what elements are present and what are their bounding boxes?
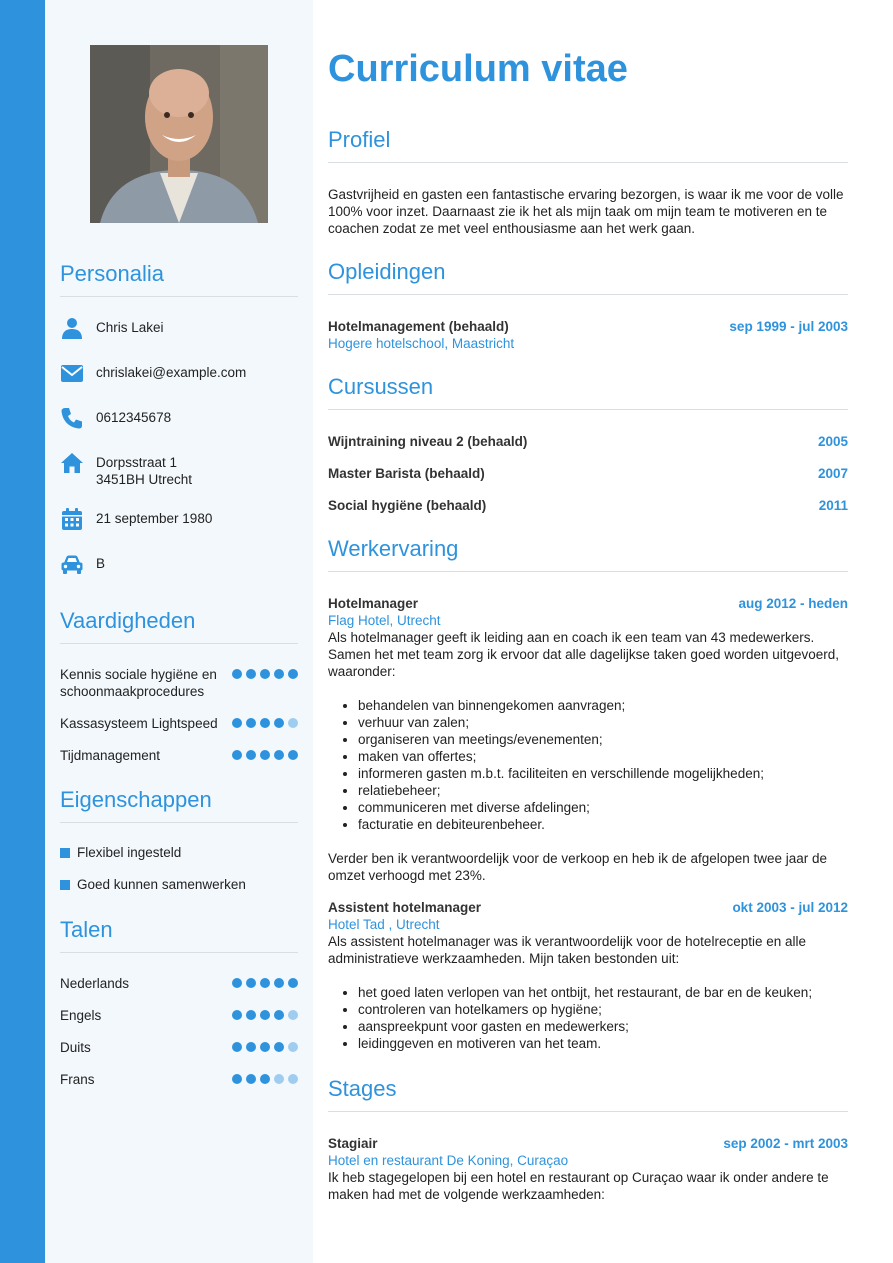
rating-dot-filled (274, 978, 284, 988)
job-date: okt 2003 - jul 2012 (732, 900, 848, 915)
language-label: Frans (60, 1072, 95, 1087)
list-item: • het goed laten verlopen van het ontbijt, het restaurant, de bar en de keuken; (358, 984, 848, 1001)
skill-item (60, 747, 298, 764)
skill-rating (232, 750, 298, 760)
list-item: • verhuur van zalen; (358, 714, 848, 731)
skill-item (60, 715, 298, 732)
calendar-icon (60, 507, 84, 531)
job-company: Flag Hotel, Utrecht (328, 613, 441, 628)
job-title: Hotelmanager (328, 596, 419, 611)
job-entry (328, 899, 848, 1052)
rating-dot-filled (246, 1042, 256, 1052)
education-entry (328, 318, 848, 352)
list-item: • leidinggeven en motiveren van het team. (358, 1035, 848, 1052)
rating-dot-filled (260, 669, 270, 679)
list-item: • organiseren van meetings/evenementen; (358, 731, 848, 748)
phone-text: 0612345678 (96, 410, 172, 425)
job-task-list (328, 697, 848, 833)
list-item: • facturatie en debiteurenbeheer. (358, 816, 848, 833)
rating-dot-filled (260, 718, 270, 728)
trait-label: Goed kunnen samenwerken (77, 877, 246, 892)
rating-dot-filled (260, 1010, 270, 1020)
rating-dot-filled (260, 750, 270, 760)
job-entry (328, 595, 848, 884)
email-text: chrislakei@example.com (96, 365, 247, 380)
rating-dot-filled (288, 669, 298, 679)
rating-dot-empty (274, 1074, 284, 1084)
job-intro: Als hotelmanager geeft ik leiding aan en coach ik een team van 43 medewerkers. Samen het met team zorg ik ervoor dat alle dagelijkse taken goed worden uitgevoerd, waaronder: (328, 630, 840, 679)
traits-list (60, 845, 298, 895)
course-entry (328, 433, 848, 450)
page-title: Curriculum vitae (328, 48, 628, 90)
square-bullet-icon (60, 848, 70, 858)
course-title: Master Barista (behaald) (328, 466, 485, 481)
language-rating (232, 978, 298, 988)
courses-section (328, 374, 848, 514)
rating-dot-filled (232, 1074, 242, 1084)
rating-dot-filled (288, 750, 298, 760)
education-heading: Opleidingen (328, 259, 848, 295)
job-title: Assistent hotelmanager (328, 900, 482, 915)
rating-dot-filled (232, 718, 242, 728)
rating-dot-empty (288, 718, 298, 728)
work-section (328, 536, 848, 1052)
address-line1: Dorpsstraat 1 (96, 455, 178, 470)
language-rating (232, 1074, 298, 1084)
rating-dot-filled (260, 978, 270, 988)
personalia-heading: Personalia (60, 261, 298, 297)
list-item: • maken van offertes; (358, 748, 848, 765)
sidebar (45, 0, 313, 1263)
traits-heading: Eigenschappen (60, 787, 298, 823)
language-item (60, 1007, 298, 1024)
square-bullet-icon (60, 880, 70, 890)
internship-title: Stagiair (328, 1136, 378, 1151)
list-item: • controleren van hotelkamers op hygiëne; (358, 1001, 848, 1018)
rating-dot-empty (288, 1010, 298, 1020)
accent-stripe (0, 0, 45, 1263)
education-school: Hogere hotelschool, Maastricht (328, 336, 515, 351)
internships-section (328, 1076, 848, 1203)
job-intro: Als assistent hotelmanager was ik verantwoordelijk voor de hotelreceptie en alle administratieve werkzaamheden. Mijn taken bestonden uit: (328, 934, 807, 966)
rating-dot-filled (232, 1010, 242, 1020)
rating-dot-filled (274, 1010, 284, 1020)
list-item: • communiceren met diverse afdelingen; (358, 799, 848, 816)
skills-heading: Vaardigheden (60, 608, 298, 644)
course-entry (328, 497, 848, 514)
rating-dot-filled (232, 1042, 242, 1052)
rating-dot-filled (260, 1074, 270, 1084)
work-heading: Werkervaring (328, 536, 848, 572)
course-date: 2007 (817, 466, 848, 481)
trait-item (60, 877, 246, 892)
rating-dot-filled (232, 669, 242, 679)
rating-dot-filled (260, 1042, 270, 1052)
phone-icon (60, 406, 84, 430)
home-icon (60, 451, 84, 475)
rating-dot-filled (246, 978, 256, 988)
internship-entry (328, 1135, 848, 1203)
license-text: B (96, 556, 106, 571)
language-rating (232, 1042, 298, 1052)
education-section (328, 259, 848, 352)
list-item: • aanspreekpunt voor gasten en medewerkers; (358, 1018, 848, 1035)
internship-date: sep 2002 - mrt 2003 (723, 1136, 848, 1151)
rating-dot-filled (246, 750, 256, 760)
rating-dot-empty (288, 1074, 298, 1084)
language-label: Engels (60, 1008, 102, 1023)
rating-dot-filled (246, 1010, 256, 1020)
course-entry (328, 465, 848, 482)
address-text (96, 454, 192, 488)
car-icon (60, 552, 84, 576)
user-icon (60, 316, 84, 340)
rating-dot-filled (232, 978, 242, 988)
education-title: Hotelmanagement (behaald) (328, 319, 509, 334)
skill-item (60, 666, 298, 700)
skill-label: Kassasysteem Lightspeed (60, 716, 218, 731)
list-item: • relatiebeheer; (358, 782, 848, 799)
profile-section (328, 127, 848, 237)
course-date: 2011 (818, 498, 848, 513)
name-text: Chris Lakei (96, 320, 164, 335)
course-date: 2005 (817, 434, 848, 449)
rating-dot-filled (274, 1042, 284, 1052)
rating-dot-filled (246, 718, 256, 728)
list-item: • behandelen van binnengekomen aanvragen; (358, 697, 848, 714)
trait-item (60, 845, 181, 860)
profile-photo (90, 45, 268, 223)
skill-label: Kennis sociale hygiëne en schoonmaakprocedures (60, 667, 217, 699)
rating-dot-empty (288, 1042, 298, 1052)
rating-dot-filled (232, 750, 242, 760)
address-line2: 3451BH Utrecht (96, 472, 193, 487)
job-date: aug 2012 - heden (738, 596, 848, 611)
course-title: Wijntraining niveau 2 (behaald) (328, 434, 528, 449)
courses-heading: Cursussen (328, 374, 848, 410)
rating-dot-filled (246, 1074, 256, 1084)
job-outro: Verder ben ik verantwoordelijk voor de verkoop en heb ik de afgelopen twee jaar de omzet verhoogd met 23%. (328, 851, 828, 883)
trait-label: Flexibel ingesteld (77, 845, 182, 860)
profile-text: Gastvrijheid en gasten een fantastische ervaring bezorgen, is waar ik me voor de volle 100% voor inzet. Daarnaast zie ik het als mijn taak om mijn team te motiveren en te coachen zodat ze met veel enthousiasme aan het werk gaan. (328, 187, 844, 236)
language-item (60, 1039, 298, 1056)
skill-rating (232, 669, 298, 679)
envelope-icon (60, 361, 84, 385)
rating-dot-filled (288, 978, 298, 988)
language-item (60, 975, 298, 992)
skill-label: Tijdmanagement (60, 748, 161, 763)
language-label: Duits (60, 1040, 91, 1055)
language-label: Nederlands (60, 976, 130, 991)
languages-heading: Talen (60, 917, 298, 953)
personalia-list (60, 319, 298, 589)
language-item (60, 1071, 298, 1088)
skills-list (60, 666, 298, 776)
job-company: Hotel Tad , Utrecht (328, 917, 440, 932)
list-item: • informeren gasten m.b.t. faciliteiten en verschillende mogelijkheden; (358, 765, 848, 782)
rating-dot-filled (246, 669, 256, 679)
language-rating (232, 1010, 298, 1020)
internship-company: Hotel en restaurant De Koning, Curaçao (328, 1153, 569, 1168)
course-title: Social hygiëne (behaald) (328, 498, 487, 513)
education-date: sep 1999 - jul 2003 (729, 319, 848, 334)
skill-rating (232, 718, 298, 728)
birthdate-text: 21 september 1980 (96, 511, 213, 526)
rating-dot-filled (274, 750, 284, 760)
rating-dot-filled (274, 718, 284, 728)
rating-dot-filled (274, 669, 284, 679)
languages-list (60, 975, 298, 1095)
internships-heading: Stages (328, 1076, 848, 1112)
job-task-list (328, 984, 848, 1052)
profile-heading: Profiel (328, 127, 848, 163)
internship-text: Ik heb stagegelopen bij een hotel en restaurant op Curaçao waar ik onder andere te maken had met de volgende werkzaamheden: (328, 1170, 829, 1202)
